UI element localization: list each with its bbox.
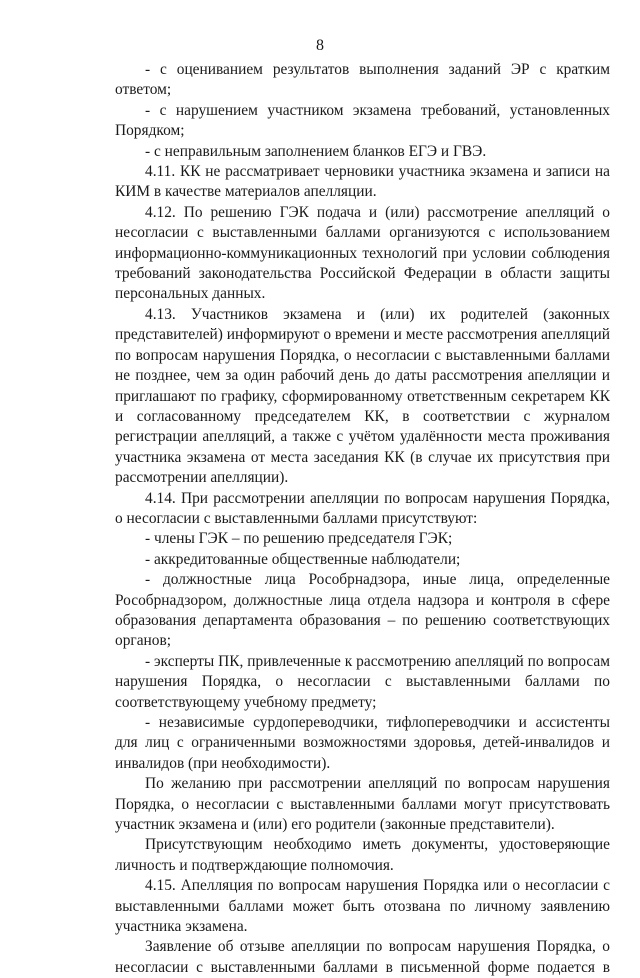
page-number: 8 xyxy=(316,37,324,54)
paragraph: - должностные лица Рособрнадзора, иные лица, определенные Рособрнадзором, должностные лица отдела надзора и контроля в сфере образования департамента образования – по решению соответствующих органов; xyxy=(115,571,610,650)
paragraph: 4.11. КК не рассматривает черновики участника экзамена и записи на КИМ в качестве материалов апелляции. xyxy=(115,163,610,201)
paragraph: - с неправильным заполнением бланков ЕГЭ и ГВЭ. xyxy=(145,142,487,160)
paragraph: - члены ГЭК – по решению председателя ГЭК; xyxy=(145,530,453,548)
paragraph: 4.13. Участников экзамена и (или) их родителей (законных представителей) информируют о времени и месте рассмотрения апелляций по вопросам нарушения Порядка, о несогласии с выставленными баллами не позднее, чем за один рабочий день до даты рассмотрения апелляции и приглашают по графику, сформированному ответственным секретарем КК и согласованному председателем КК, в соответствии с журналом регистрации апелляций, а также с учётом удалённости места проживания участника экзамена от места заседания КК (в случае их присутствия при рассмотрении апелляции). xyxy=(115,305,610,487)
paragraph: - с нарушением участником экзамена требований, установленных Порядком; xyxy=(115,101,610,140)
paragraph: - с оцениванием результатов выполнения заданий ЭР с кратким ответом; xyxy=(115,61,610,99)
paragraph: Присутствующим необходимо иметь документы, удостоверяющие личность и подтверждающие полномочия. xyxy=(115,836,610,874)
paragraph: 4.12. По решению ГЭК подача и (или) рассмотрение апелляций о несогласии с выставленными баллами организуются с использованием информационно-коммуникационных технологий при условии соблюдения требований законодательства Российской Федерации в области защиты персональных данных. xyxy=(115,203,610,303)
paragraph: - эксперты ПК, привлеченные к рассмотрению апелляций по вопросам нарушения Порядка, о несогласии с выставленными баллами по соответствующему учебному предмету; xyxy=(115,652,610,711)
paragraph: - аккредитованные общественные наблюдатели; xyxy=(145,550,461,568)
document-body xyxy=(115,60,610,978)
paragraph: 4.15. Апелляция по вопросам нарушения Порядка или о несогласии с выставленными баллами может быть отозвана по личному заявлению участника экзамена. xyxy=(115,877,610,936)
paragraph: - независимые сурдопереводчики, тифлопереводчики и ассистенты для лиц с ограниченными возможностями здоровья, детей-инвалидов и инвалидов (при необходимости). xyxy=(115,714,610,772)
paragraph: Заявление об отзыве апелляции по вопросам нарушения Порядка, о несогласии с выставленными баллами в письменной форме подается в xyxy=(115,938,610,976)
paragraph: 4.14. При рассмотрении апелляции по вопросам нарушения Порядка, о несогласии с выставленными баллами присутствуют: xyxy=(115,489,610,527)
paragraph: По желанию при рассмотрении апелляций по вопросам нарушения Порядка, о несогласии с выставленными баллами могут присутствовать участник экзамена и (или) его родители (законные представители). xyxy=(115,775,610,834)
